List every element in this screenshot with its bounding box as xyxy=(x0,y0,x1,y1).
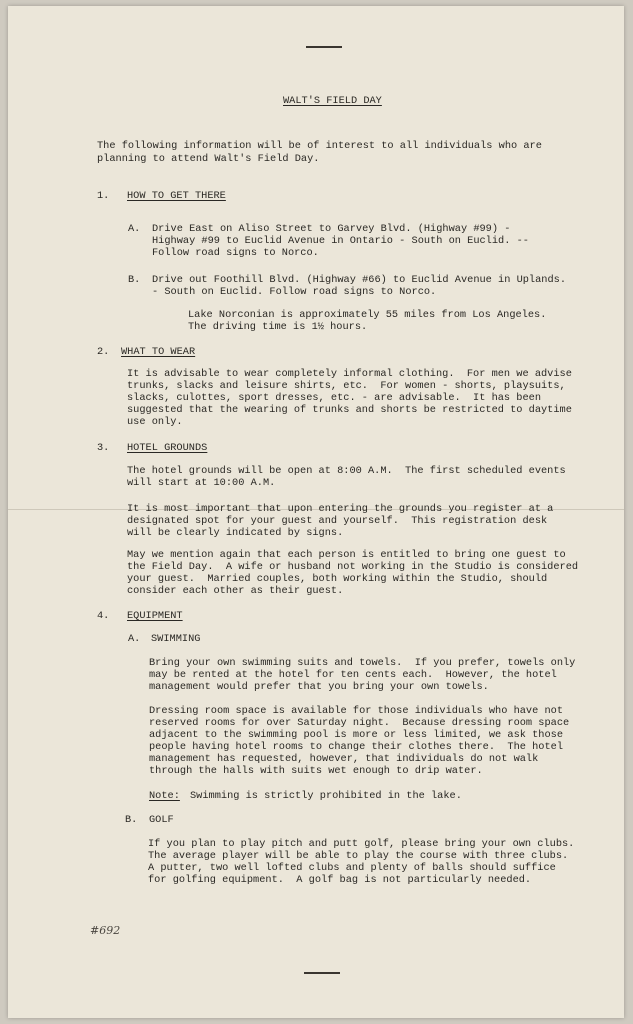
subsection-label: B. xyxy=(125,814,138,826)
paragraph-line: May we mention again that each person is entitled to bring one guest to xyxy=(127,549,566,561)
intro-line: planning to attend Walt's Field Day. xyxy=(97,153,320,165)
paragraph-line: Bring your own swimming suits and towels. If you prefer, towels only xyxy=(149,657,576,669)
paragraph-line: A putter, two well lofted clubs and plenty of balls should suffice xyxy=(148,862,556,874)
section-heading: EQUIPMENT xyxy=(127,610,183,622)
paragraph-line: management would prefer that you bring your own towels. xyxy=(149,681,489,693)
paragraph-line: reserved rooms for over Saturday night. Because dressing room space xyxy=(149,717,570,729)
note-label: Note: xyxy=(149,790,180,802)
section-number: 3. xyxy=(97,442,110,454)
section-heading: WHAT TO WEAR xyxy=(121,346,196,358)
section-heading: HOW TO GET THERE xyxy=(127,190,226,202)
paragraph-line: use only. xyxy=(127,416,183,428)
paragraph-line: for golfing equipment. A golf bag is not particularly needed. xyxy=(148,874,532,886)
distance-note: Lake Norconian is approximately 55 miles from Los Angeles. xyxy=(188,309,547,321)
section-number: 4. xyxy=(97,610,110,622)
intro-line: The following information will be of interest to all individuals who are xyxy=(97,140,542,152)
item-line: Follow road signs to Norco. xyxy=(152,247,319,259)
paragraph-line: If you plan to play pitch and putt golf, please bring your own clubs. xyxy=(148,838,575,850)
item-line: - South on Euclid. Follow road signs to Norco. xyxy=(152,286,437,298)
paragraph-line: through the halls with suits wet enough to drip water. xyxy=(149,765,483,777)
paragraph-line: will start at 10:00 A.M. xyxy=(127,477,276,489)
paragraph-line: management has requested, however, that individuals do not walk xyxy=(149,753,539,765)
document-title: WALT'S FIELD DAY xyxy=(283,95,382,107)
archive-number-stamp: #692 xyxy=(90,924,121,937)
paragraph-line: designated spot for your guest and yourself. This registration desk xyxy=(127,515,548,527)
item-label: A. xyxy=(128,223,141,235)
item-label: B. xyxy=(128,274,141,286)
subsection-heading: SWIMMING xyxy=(151,633,201,645)
item-line: Highway #99 to Euclid Avenue in Ontario - South on Euclid. -- xyxy=(152,235,529,247)
section-number: 1. xyxy=(97,190,110,202)
subsection-heading: GOLF xyxy=(149,814,174,826)
item-line: Drive East on Aliso Street to Garvey Blvd. (Highway #99) - xyxy=(152,223,511,235)
section-heading: HOTEL GROUNDS xyxy=(127,442,208,454)
section-number: 2. xyxy=(97,346,110,358)
paragraph-line: slacks, culottes, sport dresses, etc. - are advisable. It has been xyxy=(127,392,542,404)
distance-note: The driving time is 1½ hours. xyxy=(188,321,368,333)
paragraph-line: It is advisable to wear completely informal clothing. For men we advise xyxy=(127,368,572,380)
note-text: Swimming is strictly prohibited in the lake. xyxy=(190,790,462,802)
paragraph-line: the Field Day. A wife or husband not working in the Studio is considered xyxy=(127,561,579,573)
paragraph-line: consider each other as their guest. xyxy=(127,585,344,597)
paragraph-line: The hotel grounds will be open at 8:00 A.M. The first scheduled events xyxy=(127,465,566,477)
paragraph-line: adjacent to the swimming pool is more or less limited, we ask those xyxy=(149,729,564,741)
subsection-label: A. xyxy=(128,633,141,645)
top-dash xyxy=(306,46,342,48)
bottom-dash xyxy=(304,972,340,974)
document-page xyxy=(8,6,624,1018)
paragraph-line: The average player will be able to play the course with three clubs. xyxy=(148,850,569,862)
paragraph-line: may be rented at the hotel for ten cents each. However, the hotel xyxy=(149,669,557,681)
paragraph-line: people having hotel rooms to change their clothes there. The hotel xyxy=(149,741,564,753)
paragraph-line: your guest. Married couples, both working within the Studio, should xyxy=(127,573,548,585)
paragraph-line: Dressing room space is available for those individuals who have not xyxy=(149,705,564,717)
paragraph-line: trunks, slacks and leisure shirts, etc. For women - shorts, playsuits, xyxy=(127,380,566,392)
item-line: Drive out Foothill Blvd. (Highway #66) to Euclid Avenue in Uplands. xyxy=(152,274,567,286)
paragraph-line: suggested that the wearing of trunks and shorts be restricted to daytime xyxy=(127,404,572,416)
paragraph-line: will be clearly indicated by signs. xyxy=(127,527,344,539)
paragraph-line: It is most important that upon entering the grounds you register at a xyxy=(127,503,554,515)
